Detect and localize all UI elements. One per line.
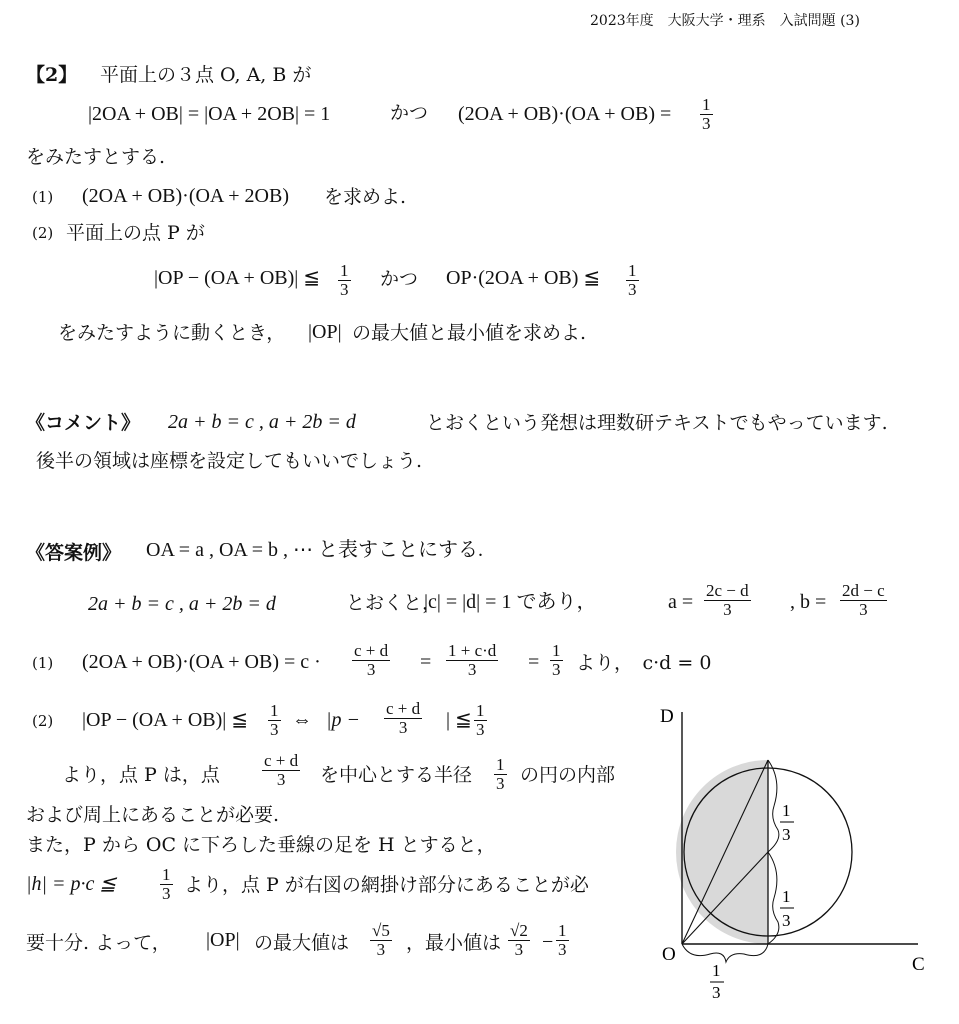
condition-fraction: $\frac{1}{3}$ bbox=[702, 95, 711, 133]
problem-number: 【2】 bbox=[26, 64, 78, 86]
s2-line5-fraction: $\frac{1}{3}$ bbox=[162, 865, 171, 903]
s2-label: (2) bbox=[32, 712, 54, 730]
s2-iff: ⇔ bbox=[292, 709, 312, 731]
q1-label: (1) bbox=[32, 188, 54, 206]
q2-c2-fraction: $\frac{1}{3}$ bbox=[628, 261, 637, 299]
radius-label-lower-den: 3 bbox=[782, 911, 791, 930]
s2-fraction-1: $\frac{1}{3}$ bbox=[270, 701, 279, 739]
s2-fraction-2: $\frac{c + d}{3}$ bbox=[386, 699, 421, 737]
q2-c1-fraction: $\frac{1}{3}$ bbox=[340, 261, 349, 299]
page-header: 2023年度 大阪大学・理系 入試問題 (3) bbox=[590, 13, 860, 29]
radius-label-upper-den: 3 bbox=[782, 825, 791, 844]
s2-min-minus: − bbox=[542, 931, 554, 953]
s2-line6-b: の最大値は bbox=[254, 932, 350, 954]
s1-label: (1) bbox=[32, 654, 54, 672]
s1-fraction-2: $\frac{1 + c\cdot d}{3}$ bbox=[448, 641, 497, 679]
brace-lower bbox=[768, 852, 779, 944]
condition-tail: をみたすとする. bbox=[26, 146, 166, 168]
s2-line2-radius: $\frac{1}{3}$ bbox=[496, 755, 505, 793]
answer-label: 《答案例》 bbox=[26, 542, 122, 564]
label-o: O bbox=[662, 944, 676, 965]
s2-mid: |p − bbox=[326, 709, 360, 731]
s2-line2-c: の円の内部 bbox=[520, 764, 616, 786]
s1-tail: より， c·d = 0 bbox=[576, 652, 712, 674]
s2-line5-math: |h| = p·c ≦ bbox=[26, 873, 117, 895]
answer-a-fraction: $\frac{2c - d}{3}$ bbox=[706, 581, 749, 619]
q2-condition-2: OP·(2OA + OB) ≦ bbox=[446, 267, 601, 289]
comment-line1: とおくという発想は理数研テキストでもやっています. bbox=[426, 412, 888, 434]
s1-fraction-3: $\frac{1}{3}$ bbox=[552, 641, 561, 679]
q1-text: を求めよ. bbox=[324, 186, 407, 208]
label-d: D bbox=[660, 706, 674, 727]
q2-text: 平面上の点 P が bbox=[66, 222, 205, 244]
q2-label: (2) bbox=[32, 224, 54, 242]
label-c: C bbox=[912, 954, 925, 975]
q2-and: かつ bbox=[380, 268, 419, 290]
s2-min-fraction-1: $\frac{√2}{3}$ bbox=[510, 921, 528, 959]
condition-and: かつ bbox=[390, 102, 429, 124]
answer-substitution: 2a + b = c , a + 2b = d bbox=[88, 593, 276, 615]
comment-label: 《コメント》 bbox=[26, 412, 141, 434]
s2-le: | ≦ bbox=[446, 709, 472, 731]
q1-expression: (2OA + OB)·(OA + 2OB) bbox=[82, 185, 289, 207]
answer-setup: OA = a , OA = b , ⋯ と表すことにする. bbox=[146, 539, 484, 561]
s2-line3: および周上にあることが必要. bbox=[26, 804, 280, 826]
problem-intro: 平面上の３点 O, A, B が bbox=[100, 64, 312, 86]
answer-b-fraction: $\frac{2d - c}{3}$ bbox=[842, 581, 885, 619]
s2-line2-a: より，点 P は，点 bbox=[62, 764, 220, 786]
shaded-region bbox=[676, 760, 768, 944]
q2-condition-1: |OP − (OA + OB)| ≦ bbox=[154, 267, 321, 289]
s2-max-fraction: $\frac{√5}{3}$ bbox=[372, 921, 390, 959]
brace-bottom bbox=[682, 944, 768, 962]
bottom-label-den: 3 bbox=[712, 983, 721, 1000]
answer-a-eq: a = bbox=[668, 591, 694, 613]
bottom-label-num: 1 bbox=[712, 961, 721, 980]
s2-lhs: |OP − (OA + OB)| ≦ bbox=[82, 709, 249, 731]
q2-tail-a: をみたすように動くとき， bbox=[58, 322, 286, 344]
s1-lhs: (2OA + OB)·(OA + OB) = c · bbox=[82, 651, 321, 673]
condition-abs-equality: |2OA + OB| = |OA + 2OB| = 1 bbox=[88, 103, 331, 125]
s1-fraction-1: $\frac{c + d}{3}$ bbox=[354, 641, 389, 679]
comment-line2: 後半の領域は座標を設定してもいいでしょう. bbox=[36, 450, 423, 472]
s2-line2-center: $\frac{c + d}{3}$ bbox=[264, 751, 299, 789]
q2-tail-op: |OP| bbox=[308, 321, 342, 343]
s2-line6-c: ，最小値は bbox=[406, 932, 502, 954]
s2-min-fraction-2: $\frac{1}{3}$ bbox=[558, 921, 567, 959]
answer-b-eq: , b = bbox=[790, 591, 827, 613]
s2-fraction-3: $\frac{1}{3}$ bbox=[476, 701, 485, 739]
s2-line6-op: |OP| bbox=[206, 929, 240, 951]
s2-line4: また，P から OC に下ろした垂線の足を H とすると， bbox=[26, 834, 496, 856]
s1-eq: = bbox=[420, 651, 432, 673]
comment-math: 2a + b = c , a + 2b = d bbox=[168, 411, 356, 433]
brace-upper bbox=[768, 760, 779, 852]
answer-substitution-text: とおくと， bbox=[346, 592, 442, 614]
condition-dot-product: (2OA + OB)·(OA + OB) = bbox=[458, 103, 672, 125]
s2-line2-b: を中心とする半径 bbox=[320, 764, 473, 786]
q2-tail-b: の最大値と最小値を求めよ. bbox=[352, 322, 587, 344]
s2-line5-text: より，点 P が右図の網掛け部分にあることが必 bbox=[184, 874, 589, 896]
answer-abs: |c| = |d| = 1 であり， bbox=[424, 591, 597, 613]
radius-label-upper-num: 1 bbox=[782, 801, 791, 820]
s2-line6-a: 要十分. よって， bbox=[26, 932, 171, 954]
s1-eq2: = bbox=[528, 651, 540, 673]
region-figure bbox=[640, 690, 940, 1000]
radius-label-lower-num: 1 bbox=[782, 887, 791, 906]
